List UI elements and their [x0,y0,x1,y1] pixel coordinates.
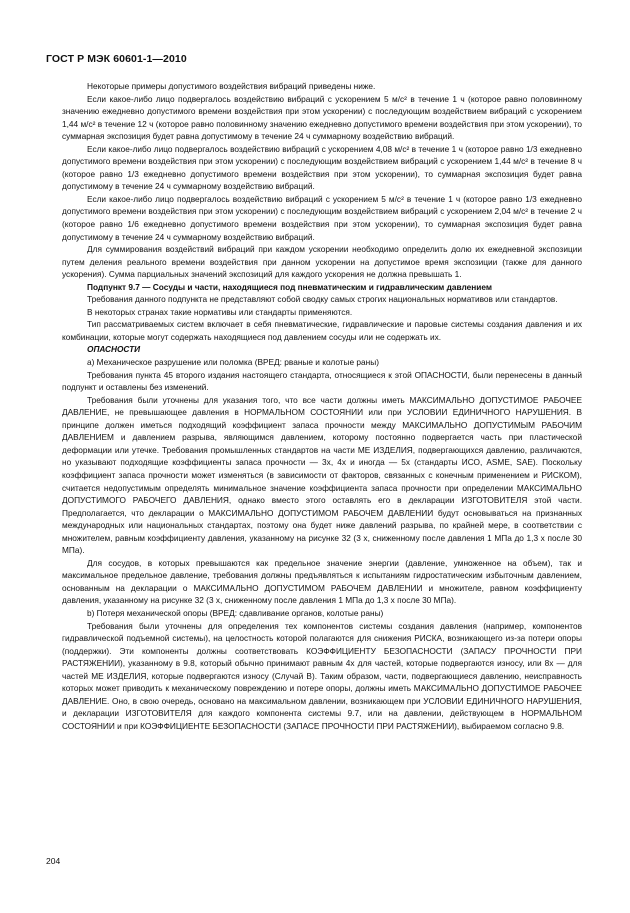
paragraph: Для сосудов, в которых превышаются как предельное значение энергии (давление, умноженное на объем), так и максимальное предельное давление, требования должны предъявляться к испытаниям гидростатическим избыточным давлением, основанным на декларации о МАКСИМАЛЬНО ДОПУСТИМОМ РАБОЧЕМ ДАВЛЕНИИ и множителе, равном коэффициенту давления, указанному на рисунке 32 (3 х, сниженному после давления 1 МПа до 1,3 х после 30 МПа). [62,557,582,606]
document-body [62,80,582,732]
paragraph: Требования данного подпункта не представляют собой сводку самых строгих национальных нормативов или стандартов. [87,294,558,305]
paragraph: Если какое-либо лицо подвергалось воздействию вибраций с ускорением 5 м/с² в течение 1 ч (которое равно 1/3 ежедневно допустимого времени воздействия при этом ускорении) с последующим воздействием вибраций с ускорением 2,04 м/с² в течение 2 ч (которое равно 1/6 ежедневно допустимого времени воздействия при этом ускорении), то суммарная экспозиция будет равна допустимому в течение 24 ч суммарному воздействию вибраций. [62,193,582,242]
paragraph: В некоторых странах такие нормативы или стандарты применяются. [87,306,353,317]
page-number: 204 [46,856,61,866]
paragraph: Тип рассматриваемых систем включает в себя пневматические, гидравлические и паровые системы создания давления и их комбинации, которые могут содержать находящиеся под давлением сосуды или не содержать их. [62,319,582,342]
paragraph: Для суммирования воздействий вибраций при каждом ускорении необходимо определить долю их ежедневной экспозиции путем деления реального времени воздействия при данном ускорении на допустимое время экспозиции (также для данного ускорения). Сумма парциальных значений экспозиций для каждого ускорения не должна превышать 1. [62,244,582,280]
paragraph: b) Потеря механической опоры (ВРЕД: сдавливание органов, колотые раны) [87,607,384,618]
paragraph: Требования пункта 45 второго издания настоящего стандарта, относящиеся к этой ОПАСНОСТИ, были перенесены в данный подпункт и оставлены без изменений. [62,369,582,393]
paragraph: Некоторые примеры допустимого воздействия вибраций приведены ниже. [87,81,376,91]
page-header-standard-title: ГОСТ Р МЭК 60601-1—2010 [46,53,187,65]
paragraph: Требования были уточнены для определения тех компонентов системы создания давления (например, компонентов гидравлической подъемной системы), на целостность которой полагаются для снижения РИСКА, возникающего из-за потери опоры (поддержки). Эти компоненты должны соответствовать КОЭФФИЦИЕНТУ БЕЗОПАСНОСТИ (ЗАПАСУ ПРОЧНОСТИ ПРИ РАСТЯЖЕНИИ), указанному в 9.8, который обычно принимают равным 4х для частей, которые подвергаются износу, или 8х — для частей МЕ ИЗДЕЛИЯ, которые подвергаются износу (Случай В). Таким образом, части, подвергающиеся давлению, неисправность которых может приводить к механическому повреждению и потере опоры, должны иметь МАКСИМАЛЬНО ДОПУСТИМОЕ РАБОЧЕЕ ДАВЛЕНИЕ. Оно, в свою очередь, основано на максимальном давлении, возникающем при УСЛОВИИ ЕДИНИЧНОГО НАРУШЕНИЯ, и декларации ИЗГОТОВИТЕЛЯ для каждого компонента системы 9.7, или на давлении, действующем в НОРМАЛЬНОМ СОСТОЯНИИ и при КОЭФФИЦИЕНТЕ БЕЗОПАСНОСТИ (ЗАПАСЕ ПРОЧНОСТИ ПРИ РАСТЯЖЕНИИ), выбираемом согласно 9.8. [62,620,582,731]
paragraph: Если какое-либо лицо подвергалось воздействию вибраций с ускорением 4,08 м/с² в течение 1 ч (которое равно 1/3 ежедневно допустимого времени воздействия при этом ускорении) с последующим воздействием вибраций с ускорением 1,44 м/с² в течение 8 ч (которое равно 1/3 ежедневно допустимого времени воздействия при этом ускорении), то суммарная экспозиция будет равна допустимому в течение 24 ч суммарному воздействию вибраций. [62,143,582,192]
section-heading: Подпункт 9.7 — Сосуды и части, находящиеся под пневматическим и гидравлическим давлением [87,281,493,292]
paragraph: а) Механическое разрушение или поломка (ВРЕД: рваные и колотые раны) [87,357,379,368]
paragraph: Требования были уточнены для указания того, что все части должны иметь МАКСИМАЛЬНО ДОПУСТИМОЕ РАБОЧЕЕ ДАВЛЕНИЕ, не превышающее давления в НОРМАЛЬНОМ СОСТОЯНИИ или при УСЛОВИИ ЕДИНИЧНОГО НАРУШЕНИЯ. В принципе должен иметься подходящий коэффициент запаса прочности между МАКСИМАЛЬНО ДОПУСТИМЫМ РАБОЧИМ ДАВЛЕНИЕМ и давлением разрыва, являющимся давлением, которому постоянно подвергается часть при пластической деформации или утечке. Требования промышленных стандартов на части МЕ ИЗДЕЛИЯ, подвергающихся давлению, различаются, но указывают подходящие коэффициенты запаса прочности — 3х, 4х и иногда — 5х (стандарты ИСО, ASME, SAE). Поскольку коэффициент запаса прочности может изменяться (в зависимости от факторов, связанных с конечным применением и РИСКОМ), считается недопустимым определять минимальное значение коэффициента запаса прочности при определении МАКСИМАЛЬНО ДОПУСТИМОГО РАБОЧЕГО ДАВЛЕНИЯ, однако вместо этого оставлять его в декларации ИЗГОТОВИТЕЛЯ этой части. Предполагается, что декларации о МАКСИМАЛЬНО ДОПУСТИМОМ РАБОЧЕМ ДАВЛЕНИИ будут основываться на признанных международных или национальных стандартах, поэтому она будет ниже давлений разрыва, по крайней мере, в соответствии с множителем, равным коэффициенту давления, указанному на рисунке 32 (3 х, сниженному после давления 1 МПа до 1,3 х после 30 МПа). [62,394,582,556]
hazards-heading: ОПАСНОСТИ [87,344,141,355]
paragraph: Если какое-либо лицо подвергалось воздействию вибраций с ускорением 5 м/с² в течение 1 ч (которое равно половинному значению ежедневно допустимого времени воздействия при этом ускорении) с последующим воздействием вибраций с ускорением 1,44 м/с² в течение 12 ч (которое равно половинному значению ежедневно допустимого времени воздействия при этом ускорении), то суммарная экспозиция будет равна допустимому в течение 24 ч суммарному воздействию вибраций. [62,93,582,142]
